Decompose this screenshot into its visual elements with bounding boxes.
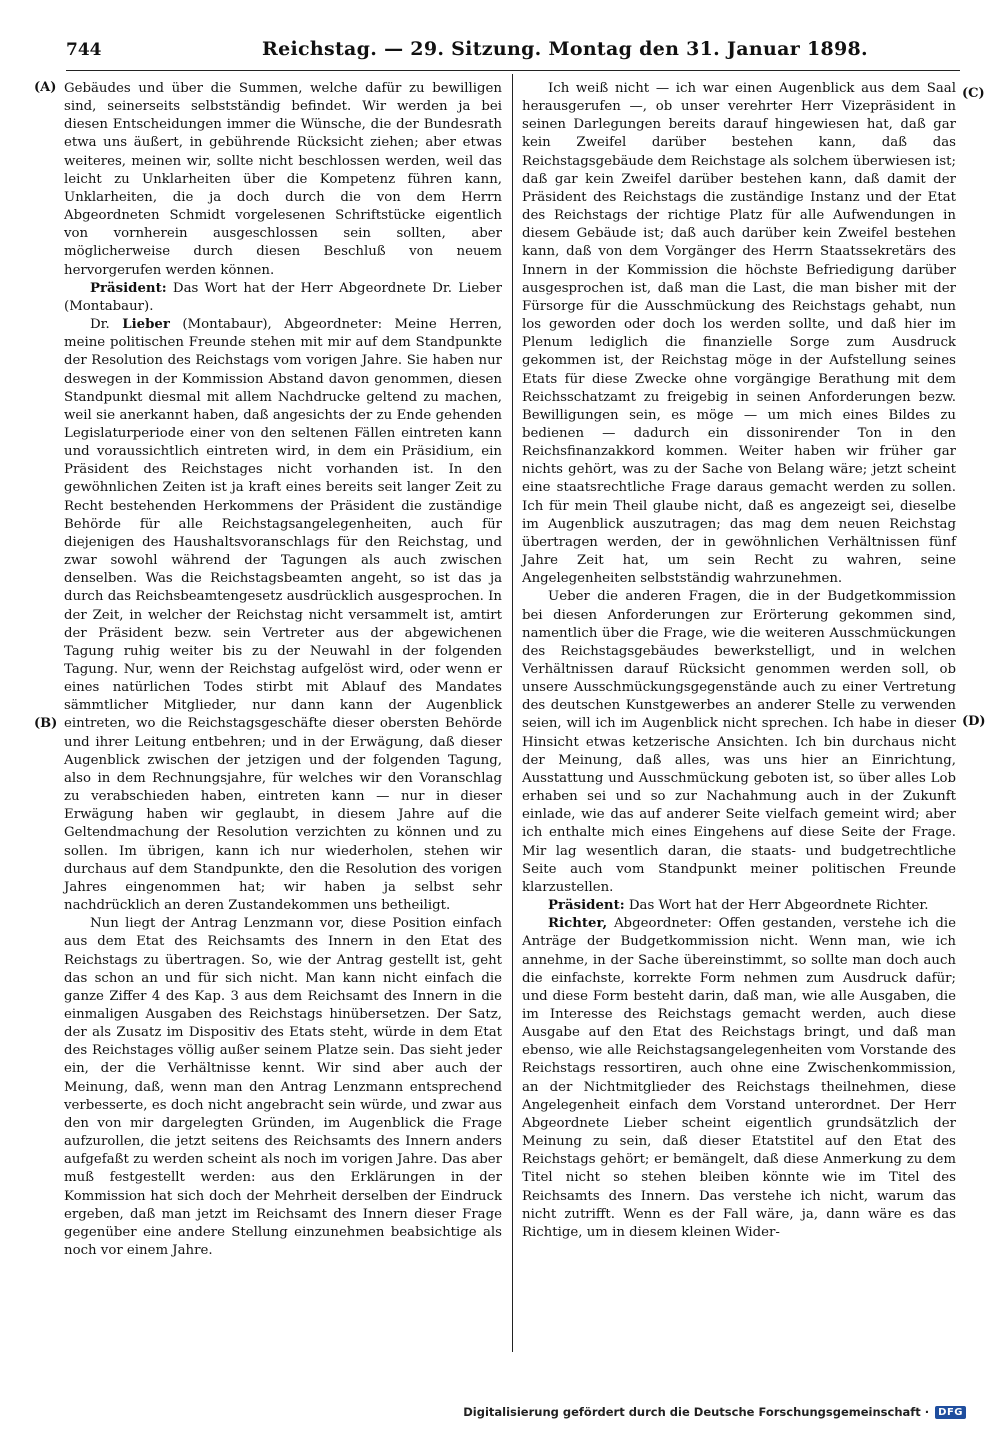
speaker-name: Lieber — [122, 317, 170, 333]
speaker-name: Präsident: — [90, 280, 167, 296]
margin-marker-a: (A) — [34, 80, 57, 95]
column-divider — [512, 74, 513, 1352]
paragraph — [522, 897, 956, 915]
page-header — [66, 34, 960, 68]
speaker-name: Präsident: — [548, 898, 625, 914]
speech-text: Das Wort hat der Herr Abgeordnete Dr. Lieber (Montabaur). — [64, 280, 502, 314]
paragraph — [64, 280, 502, 316]
page-number: 744 — [66, 40, 102, 60]
right-column — [522, 80, 956, 1242]
paragraph: Ueber die anderen Fragen, die in der Budgetkommission bei diesen Anforderungen zur Erörterung gekommen sind, namentlich über die Frage, wie die weiteren Ausschmückungen des Reichstagsgebäudes bewerkstelligt, und in welchen Verhältnissen darauf Rücksicht genommen werden soll, ob unsere Ausschmückungsgegenstände auch zu einer Vertretung des deutschen Kunstgewerbes an anderer Stelle zu verwenden seien, will ich im Augenblick nicht sprechen. Ich habe in dieser Hinsicht etwas ketzerische Ansichten. Ich bin durchaus nicht der Meinung, daß alles, was uns hier an Einrichtung, Ausstattung und Ausschmückung geboten ist, so über alles Lob erhaben sei und so zur Nachahmung auch in der Zukunft einlade, wie das auf anderer Seite vielfach gemeint wird; aber ich enthalte mich eines Eingehens auf diese Seite der Frage. Mir lag wesentlich daran, die staats- und budgetrechtliche Seite auch vom Standpunkt meiner politischen Freunde klarzustellen. — [522, 589, 956, 895]
speech-text: Abgeordneter: Offen gestanden, verstehe ich die Anträge der Budgetkommission nicht. Wenn man, wie ich annehme, in der Sache übereinstimmt, so sollte man doch auch die einfachste, korrekte Form nehmen zum Ausdruck dafür; und diese Form besteht darin, daß man, wie alle Ausgaben, die im Interesse des Reichstags gemacht werden, auch diese Ausgabe auf den Etat des Reichstags bringt, und daß man ebenso, wie alle Reichstagsangelegenheiten vom Vorstande des Reichstags ressortiren, auch ohne eine Zwischenkommission, an der Nichtmitglieder des Reichstags theilnehmen, diese Angelegenheit einfach dem Vorstand unterordnet. Der Herr Abgeordnete Lieber scheint eigentlich grundsätzlich der Meinung zu sein, daß dieser Etatstitel auf den Etat des Reichstags gehört; er bemängelt, daß diese Anmerkung zu dem Titel nicht so stehen bleiben könnte wie im Titel des Reichsamts des Innern. Das verstehe ich nicht, warum das nicht zutrifft. Wenn es der Fall wäre, ja, dann wäre es das Richtige, um in diesem kleinen Wider- — [522, 916, 956, 1240]
paragraph: Gebäudes und über die Summen, welche dafür zu bewilligen sind, seinerseits selbstständig befindet. Wir werden ja bei diesen Entscheidungen immer die Wünsche, die der Bundesrath etwa uns äußert, in gebührende Rücksicht ziehen; aber etwas weiteres, meinen wir, sollte nicht beschlossen werden, weil das leicht zu Unklarheiten über die Kompetenz führen kann, Unklarheiten, die ja doch durch die von dem Herrn Abgeordneten Schmidt vorgelesenen Schriftstücke eigentlich von vornherein ausgeschlossen sein sollten, aber möglicherweise durch diesen Beschluß von neuem hervorgerufen werden können. — [64, 81, 502, 278]
speech-text: (Montabaur), Abgeordneter: Meine Herren, meine politischen Freunde stehen mit mir auf dem Standpunkte der Resolution des Reichstags vom vorigen Jahre. Sie haben nur deswegen in der Kommission Abstand davon genommen, diesen Standpunkt diesmal mit allem Nachdrucke geltend zu machen, weil sie anerkannt haben, daß angesichts der zu Ende gehenden Legislaturperiode einer von den seltenen Fällen eintreten kann und voraussichtlich eintreten wird, in dem ein Präsidium, ein Präsident des Reichstages nicht vorhanden ist. In den gewöhnlichen Zeiten ist ja kraft eines bereits seit langer Zeit zu Recht bestehenden Herkommens der Präsident die zuständige Behörde für alle Reichstagsangelegenheiten, auch für diejenigen des Haushaltsvoranschlags für den Reichstag, und zwar sowohl während der Tagungen als auch zwischen denselben. Was die Reichstagsbeamten angeht, so ist das ja durch das Reichsbeamtengesetz ausdrücklich ausgesprochen. In der Zeit, in welcher der Reichstag nicht versammelt ist, amtirt der Präsident bezw. sein Vertreter aus der abgewichenen Tagung ruhig weiter bis zu der Neuwahl in der folgenden Tagung. Nur, wenn der Reichstag aufgelöst wird, oder wenn er eines natürlichen Todes stirbt mit Ablauf des Mandates sämmtlicher Mitglieder, nur dann kann der Augenblick eintreten, wo die Reichstagsgeschäfte dieser obersten Behörde und ihrer Leitung entbehren; und in der Erwägung, daß dieser Augenblick zwischen der jetzigen und der folgenden Tagung, also in dem Rechnungsjahre, für welches wir den Voranschlag zu verabschieden haben, eintreten kann — nur in dieser Erwägung haben wir geglaubt, in diesem Jahre auf die Geltendmachung der Resolution verzichten zu können und zu sollen. Im übrigen, kann ich nur wiederholen, stehen wir durchaus auf dem Standpunkte, den die Resolution des vorigen Jahres eingenommen hat; wir haben ja selbst sehr nachdrücklich an deren Zustandekommen uns betheiligt. — [64, 317, 502, 914]
paragraph: Ich weiß nicht — ich war einen Augenblick aus dem Saal herausgerufen —, ob unser verehrter Herr Vizepräsident in seinen Darlegungen bereits darauf hingewiesen hat, daß gar kein Zweifel darüber bestehen kann, daß das Reichstagsgebäude dem Reichstage als solchem überwiesen ist; daß gar kein Zweifel darüber bestehen kann, daß damit der Präsident des Reichstags die zuständige Instanz und der Etat des Reichstags der richtige Platz für alle Aufwendungen in diesem Gebäude ist; daß auch darüber kein Zweifel bestehen kann, daß von dem Vorgänger des Herrn Staatssekretärs des Innern in der Kommission die höchste Befriedigung darüber ausgesprochen ist, daß man die Last, die man bisher mit der Fürsorge für die Ausschmückung des Reichstags gehabt, nun los geworden oder doch los werden sollte, und daß hier im Plenum lediglich die finanzielle Sorge zum Ausdruck gekommen ist, der Reichstag möge in der Aufstellung seines Etats für diese Zwecke ohne vorgängige Berathung mit dem Reichsschatzamt zu freigebig in seinen Anforderungen bezw. Bewilligungen sein, es möge — um mich eines Bildes zu bedienen — dadurch ein dissonirender Ton in den Reichsfinanzakkord kommen. Weiter haben wir früher gar nichts gehört, was zu der Sache von Belang wäre; jetzt scheint eine staatsrechtliche Frage daraus gemacht werden zu sollen. Ich für mein Theil glaube nicht, daß es angezeigt sei, dieselbe im Augenblick auszutragen; das mag dem neuen Reichstag übertragen werden, der in gewöhnlichen Verhältnissen fünf Jahre Zeit hat, um sein Recht zu wahren, seine Angelegenheiten selbstständig wahrzunehmen. — [522, 81, 956, 587]
digitization-credit — [463, 1405, 966, 1419]
credit-text: Digitalisierung gefördert durch die Deutsche Forschungsgemeinschaft · — [463, 1405, 930, 1419]
margin-marker-d: (D) — [962, 714, 986, 729]
header-rule — [66, 70, 960, 71]
speech-text: Das Wort hat der Herr Abgeordnete Richter. — [624, 898, 929, 914]
dfg-logo: DFG — [935, 1406, 966, 1419]
paragraph — [522, 915, 956, 1242]
paragraph — [64, 316, 502, 915]
running-head: Reichstag. — 29. Sitzung. Montag den 31. Januar 1898. — [262, 38, 868, 60]
speaker-name: Richter, — [548, 916, 608, 932]
paragraph: Nun liegt der Antrag Lenzmann vor, diese Position einfach aus dem Etat des Reichsamts des Innern in den Etat des Reichstags zu übertragen. So, wie der Antrag gestellt ist, geht das schon an und für sich nicht. Man kann nicht einfach die ganze Ziffer 4 des Kap. 3 aus dem Reichsamt des Innern in die einmaligen Ausgaben des Reichstags hinübersetzen. Der Satz, der als Zusatz im Dispositiv des Etats steht, würde in dem Etat des Reichstages völlig außer seinem Platze sein. Das sieht jeder ein, der die Verhältnisse kennt. Wir sind aber auch der Meinung, daß, wenn man den Antrag Lenzmann entsprechend verbesserte, es doch nicht angebracht sein würde, und zwar aus den von mir dargelegten Gründen, im Augenblick die Frage aufzurollen, die jetzt seitens des Reichsamts des Innern anders aufgefaßt zu werden scheint als noch im vorigen Jahre. Das aber muß festgestellt werden: aus den Erklärungen in der Kommission hat sich doch der Mehrheit derselben der Eindruck ergeben, daß man jetzt im Reichsamt des Innern dieser Frage gegenüber eine andere Stellung einzunehmen beabsichtige als noch vor einem Jahre. — [64, 916, 502, 1258]
margin-marker-c: (C) — [962, 86, 985, 101]
left-column — [64, 80, 502, 1260]
speaker-title: Dr. — [90, 317, 123, 333]
margin-marker-b: (B) — [34, 716, 58, 731]
